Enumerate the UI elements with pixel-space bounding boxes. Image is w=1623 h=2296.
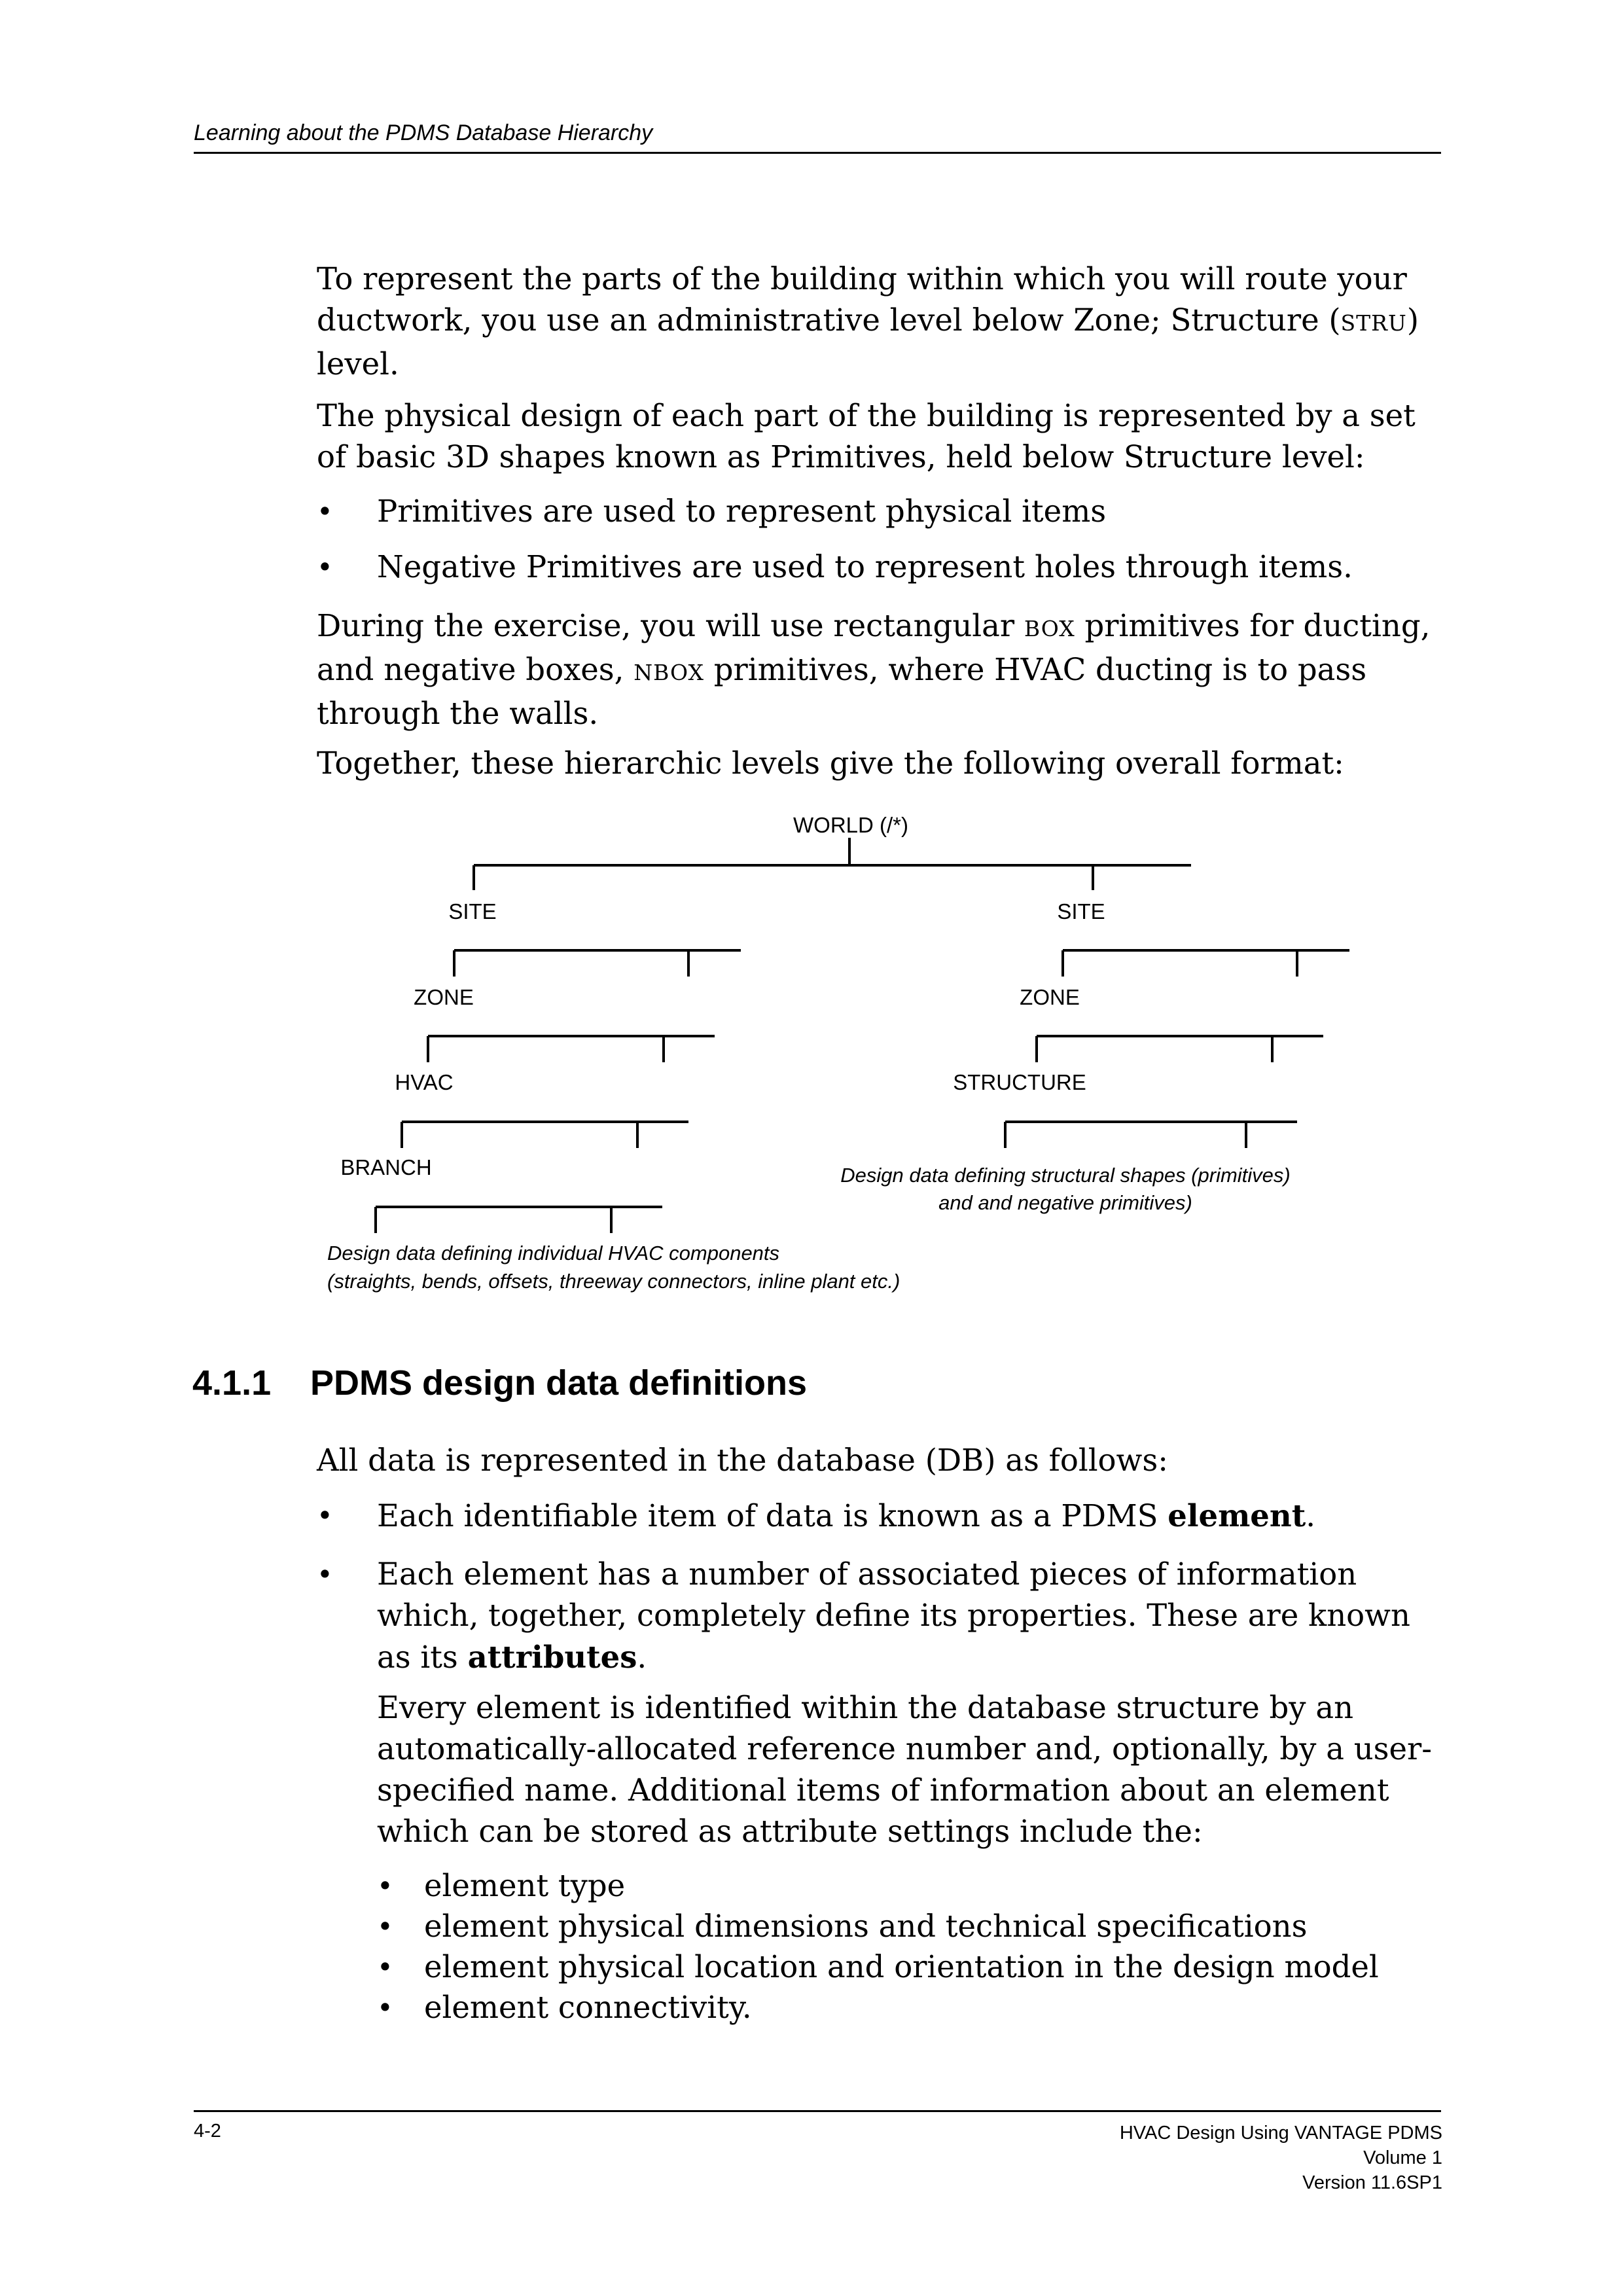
page-number: 4-2 [194, 2121, 221, 2142]
left-site-label: SITE [448, 899, 497, 924]
section-paragraph-2 [377, 1687, 1442, 1852]
hvac-note-line-1: Design data defining individual HVAC components [327, 1242, 780, 1265]
bullet-dot: • [377, 1870, 393, 1902]
hvac-label: HVAC [395, 1070, 454, 1094]
bullet2-text: Each element has a number of associated pieces of information which, together, completely define its properties. These are known as its [377, 1556, 1410, 1675]
p4-text: Together, these hierarchic levels give the following overall format: [317, 745, 1344, 781]
right-site-label: SITE [1057, 899, 1105, 924]
footer-volume: Volume 1 [1363, 2147, 1442, 2168]
running-header: Learning about the PDMS Database Hierarchy [194, 120, 653, 145]
section-title: PDMS design data definitions [310, 1363, 808, 1403]
bullet-dot: • [377, 1951, 393, 1983]
bullet-text: element connectivity. [424, 1990, 752, 2025]
element-term: element [1168, 1498, 1306, 1534]
footer-rule [194, 2110, 1441, 2112]
world-label: WORLD (/*) [793, 813, 908, 837]
footer-version: Version 11.6SP1 [1302, 2172, 1442, 2193]
hvac-note-line-2: (straights, bends, offsets, threeway connectors, inline plant etc.) [327, 1270, 901, 1293]
box-code: BOX [1024, 616, 1075, 641]
bullet-dot: • [377, 1910, 393, 1943]
bullet1-text: Each identifiable item of data is known as a PDMS [377, 1498, 1168, 1534]
footer-doc-title: HVAC Design Using VANTAGE PDMS [1119, 2123, 1442, 2144]
bullet-text: element physical location and orientation in the design model [424, 1949, 1379, 1984]
bullet-dot: • [317, 495, 333, 528]
bullet-text [377, 1495, 1315, 1537]
structure-note-line-1: Design data defining structural shapes (primitives) [840, 1164, 1291, 1187]
structure-label: STRUCTURE [953, 1070, 1086, 1094]
branch-label: BRANCH [340, 1155, 432, 1179]
bullet-text: Negative Primitives are used to represent holes through items. [377, 549, 1353, 584]
bullet-dot: • [377, 1992, 393, 2024]
p2-text: The physical design of each part of the building is represented by a set of basic 3D shapes known as Primitives, held below Structure level: [317, 398, 1416, 475]
p3-text-2: primitives for ducting, and negative boxes, [317, 608, 1431, 687]
p1-text-end: ) level. [317, 302, 1419, 382]
nbox-code: NBOX [633, 660, 704, 685]
bullet-text: element physical dimensions and technical specifications [424, 1909, 1308, 1944]
p3-text-3: primitives, where HVAC ducting is to pass through the walls. [317, 652, 1367, 731]
footer-doc-info [1120, 2121, 1442, 2195]
bullet-text [377, 1554, 1441, 1678]
stru-code: STRU [1340, 310, 1407, 336]
bullet-text: element type [424, 1868, 626, 1903]
section-p1-text: All data is represented in the database (DB) as follows: [317, 1443, 1168, 1478]
p3-text-1: During the exercise, you will use rectangular [317, 608, 1024, 643]
section-bullet-2 [317, 1554, 1442, 1678]
right-zone-label: ZONE [1020, 985, 1080, 1009]
bullet-text: Primitives are used to represent physical items [377, 493, 1107, 529]
left-zone-label: ZONE [414, 985, 474, 1009]
section-number: 4.1.1 [192, 1363, 272, 1403]
section-p2-text: Every element is identified within the database structure by an automatically-allocated reference number and, optionally, by a user-specified name. Additional items of information about an element which can be stored as attribute settings include the: [377, 1690, 1432, 1849]
bullet-dot: • [317, 1558, 333, 1590]
bullet2-end: . [637, 1640, 647, 1675]
attributes-term: attributes [467, 1639, 637, 1675]
section-heading [192, 1363, 807, 1403]
section-paragraph-1 [317, 1440, 1442, 1481]
bullet-dot: • [317, 551, 333, 583]
p1-text-start: To represent the parts of the building within which you will route your ductwork, you use an administrative level below Zone; Structure ( [317, 261, 1407, 338]
bullet-dot: • [317, 1499, 333, 1532]
bullet1-end: . [1306, 1498, 1315, 1534]
structure-note-line-2: and and negative primitives) [938, 1191, 1192, 1214]
